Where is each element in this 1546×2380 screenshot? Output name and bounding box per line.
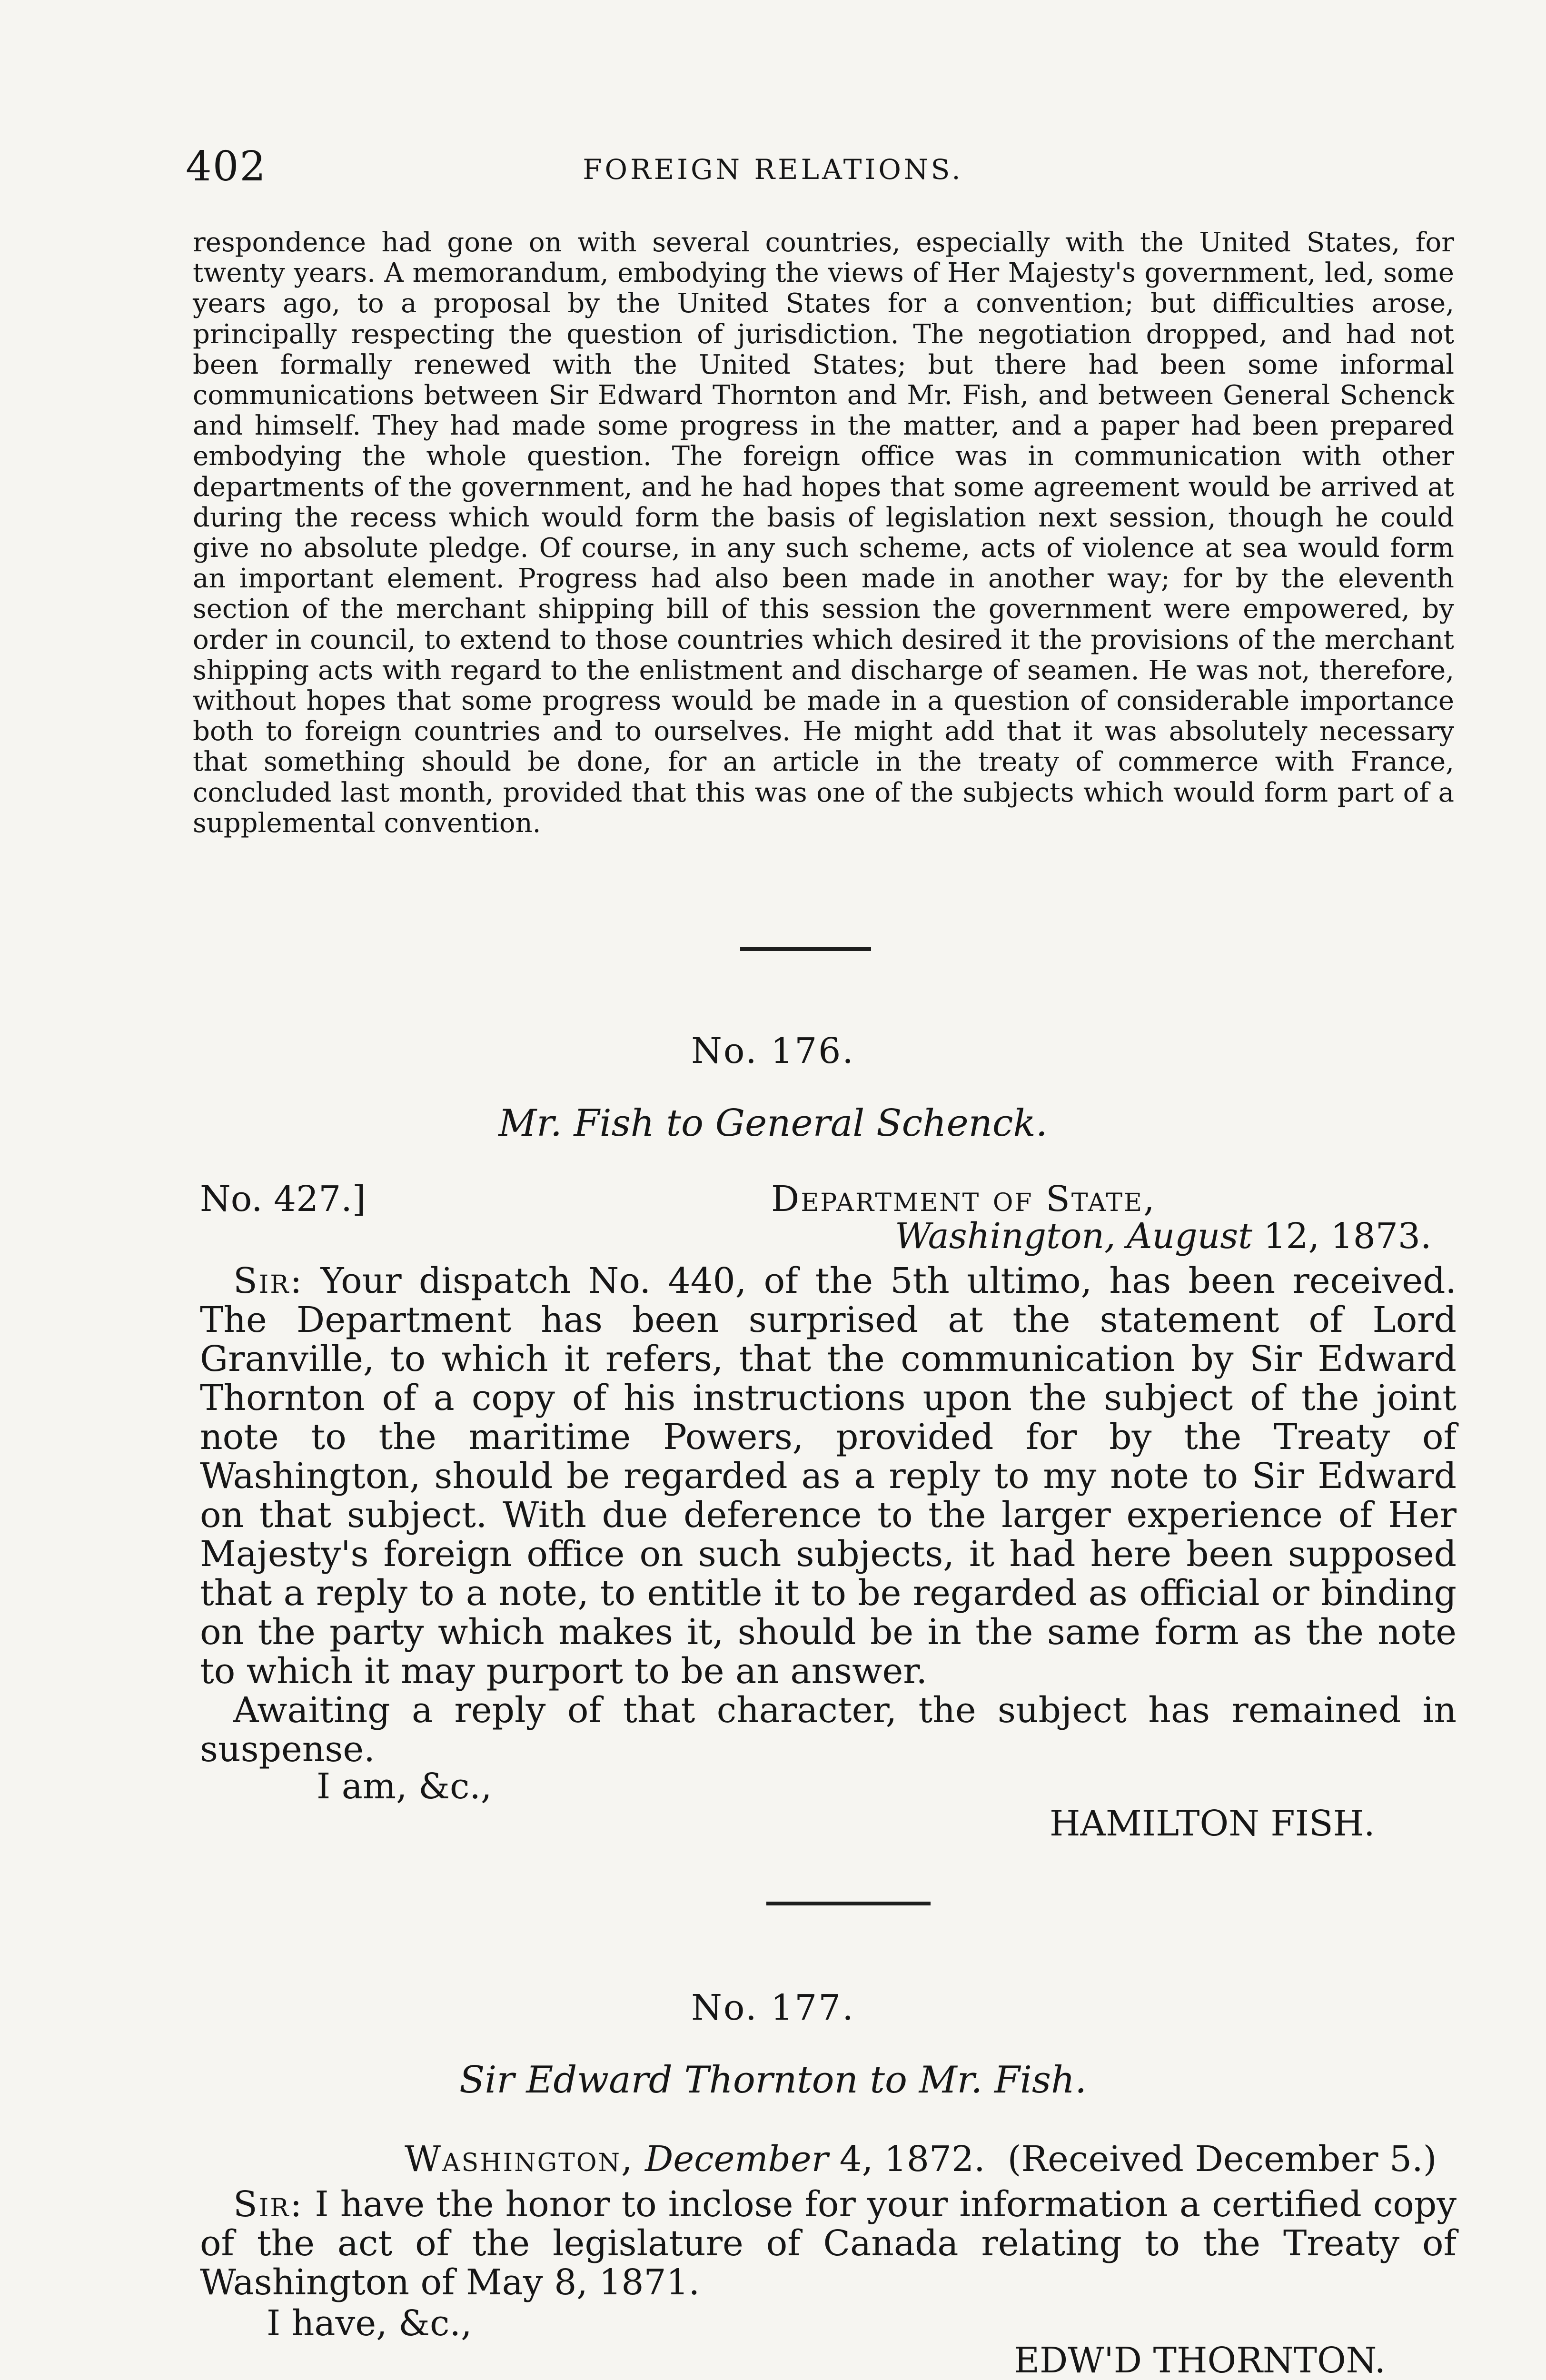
section-divider [740,947,871,951]
dateline-date: 12, 1873. [1263,1216,1432,1257]
closing-176: I am, &c., [317,1766,492,1807]
salutation-177: Sir: [233,2184,304,2225]
dateline-place: Washington, [895,1216,1116,1257]
received-note: (Received December 5.) [1007,2139,1437,2180]
letter-body-176 [200,1261,1457,1691]
letter-text-176: Your dispatch No. 440, of the 5th ultimo, has been received. The Department has been surprised at the statement of Lord Granville, to which it refers, that the communication by Sir Edward Thornton of a copy of his instructions upon the subject of the joint note to the maritime Powers, provided for by the Treaty of Washington, should be regarded as a reply to my note to Sir Edward on that subject. With due deference to the larger experience of Her Majesty's foreign office on such subjects, it had here been supposed that a reply to a note, to entitle it to be regarded as official or binding on the party which makes it, should be in the same form as the note to which it may purport to be an answer. [200,1260,1457,1692]
department-heading: Department of State, [771,1179,1156,1220]
dateline-177 [405,2140,1437,2179]
page-number: 402 [186,143,267,190]
section-divider-2 [766,1902,931,1905]
document-title-176: Mr. Fish to General Schenck. [498,1102,1048,1145]
signature-176: HAMILTON FISH. [1050,1803,1375,1844]
letter-text-177: I have the honor to inclose for your information a certified copy of the act of the legislature of Canada relating to the Treaty of Washington of May 8, 1871. [200,2184,1457,2303]
salutation-176: Sir: [233,1260,304,1301]
document-number-177: No. 177. [691,1987,855,2028]
dispatch-reference: No. 427.] [200,1179,366,1220]
closing-177: I have, &c., [267,2303,472,2344]
dateline-place: Washington, [405,2139,634,2180]
dateline-month: December [645,2139,829,2180]
letter-body-177 [200,2185,1457,2302]
running-title: FOREIGN RELATIONS. [583,153,963,186]
dateline-date: 4, 1872. [839,2139,985,2180]
dateline-176 [895,1217,1432,1256]
document-number-176: No. 176. [691,1031,855,1071]
continuation-text: respondence had gone on with several countries, especially with the United States, for twenty years. A memorandum, embodying the views of Her Majesty's government, led, some years ago, to a proposal by the United States for a convention; but difficulties arose, principally respecting the question of jurisdiction. The negotiation dropped, and had not been formally renewed with the United States; but there had been some informal communications between Sir Edward Thornton and Mr. Fish, and between General Schenck and himself. They had made some progress in the matter, and a paper had been prepared embodying the whole question. The foreign office was in communication with other departments of the government, and he had hopes that some agreement would be arrived at during the recess which would form the basis of legislation next session, though he could give no absolute pledge. Of course, in any such scheme, acts of violence at sea would form an important element. Progress had also been made in another way; for by the eleventh section of the merchant shipping bill of this session the government were empowered, by order in council, to extend to those countries which desired it the provisions of the merchant shipping acts with regard to the enlistment and discharge of seamen. He was not, therefore, without hopes that some progress would be made in a question of considerable importance both to foreign countries and to ourselves. He might add that it was absolutely necessary that something should be done, for an article in the treaty of commerce with France, concluded last month, provided that this was one of the subjects which would form part of a supplemental convention. [193,227,1454,839]
letter-body-176-second: Awaiting a reply of that character, the subject has remained in suspense. [200,1690,1457,1770]
signature-177: EDW'D THORNTON. [1014,2340,1386,2380]
document-title-177: Sir Edward Thornton to Mr. Fish. [459,2059,1087,2102]
dateline-month: August [1127,1216,1252,1257]
